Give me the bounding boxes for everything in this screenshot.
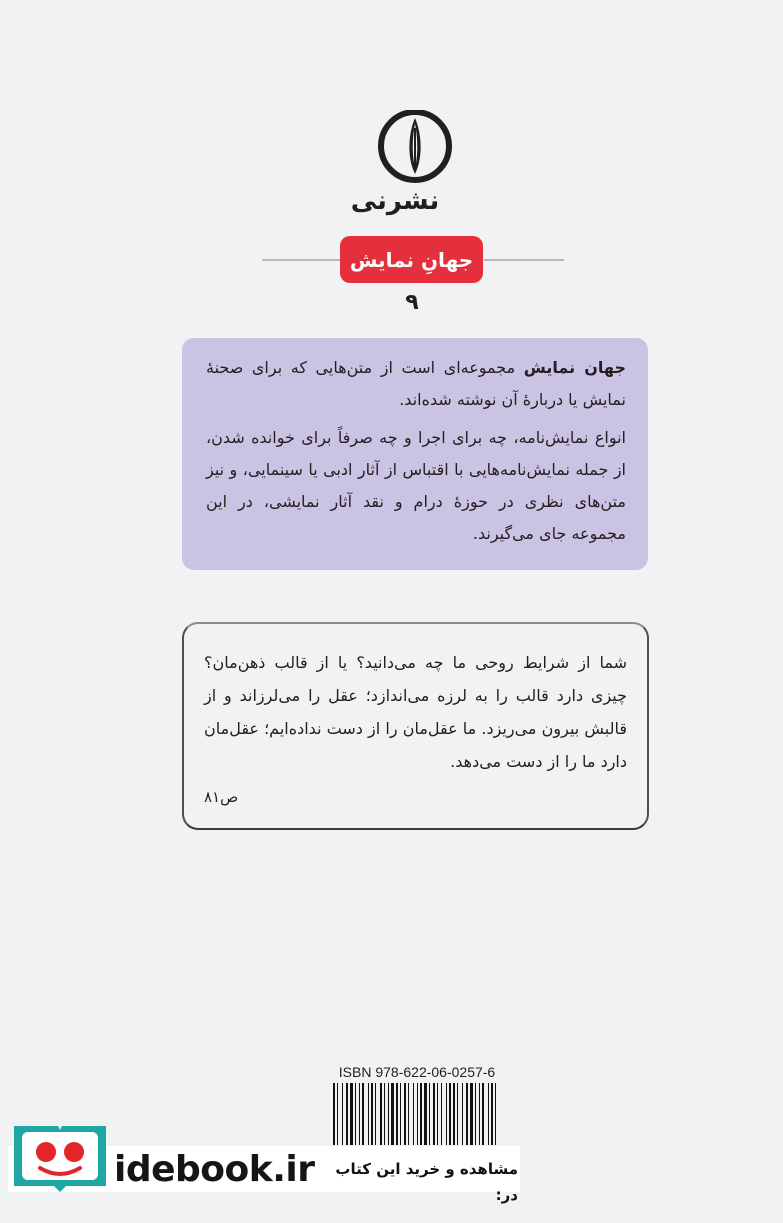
series-badge: جهانِ نمایش	[340, 236, 483, 283]
isbn: ISBN 978-622-06-0257-6	[338, 1064, 496, 1080]
description-paragraph-2: انواع نمایش‌نامه، چه برای اجرا و چه صرفاً برای خوانده شدن، از جمله نمایش‌نامه‌هایی با اقتباس از آثار ادبی یا سینمایی، و نیز متن‌های نظری در حوزهٔ درام و نقد آثار نمایشی، در این مجموعه جای می‌گیرند.	[206, 428, 626, 543]
watermark-cta: مشاهده و خرید این کتاب در:	[335, 1160, 518, 1204]
series-divider-right	[484, 259, 564, 261]
barcode-icon	[332, 1083, 500, 1145]
description-title: جهان نمایش	[523, 358, 626, 377]
quote-text: شما از شرایط روحی ما چه می‌دانید؟ یا از قالب ذهن‌مان؟ چیزی دارد قالب را به لرزه می‌اندازد؛ عقل را می‌لرزاند و از قالبش بیرون می‌ریزد. ما عقل‌مان را از دست نداده‌ایم؛ عقل‌مان دارد ما را از دست می‌دهد.	[204, 653, 627, 771]
description-paragraph-1	[206, 352, 626, 416]
book-face-icon	[10, 1116, 110, 1194]
series-number: ۹	[405, 290, 419, 315]
watermark-brand[interactable]: idebook.ir	[114, 1149, 315, 1190]
series-divider-left	[262, 259, 340, 261]
description-text-1: مجموعه‌ای است از متن‌هایی که برای صحنهٔ نمایش یا دربارهٔ آن نوشته شده‌اند.	[206, 358, 626, 409]
publisher-name: نشرنی	[350, 186, 440, 216]
quote-box	[182, 622, 649, 830]
series-description	[182, 338, 648, 570]
quote-page-ref: ص۸۱	[204, 788, 239, 806]
